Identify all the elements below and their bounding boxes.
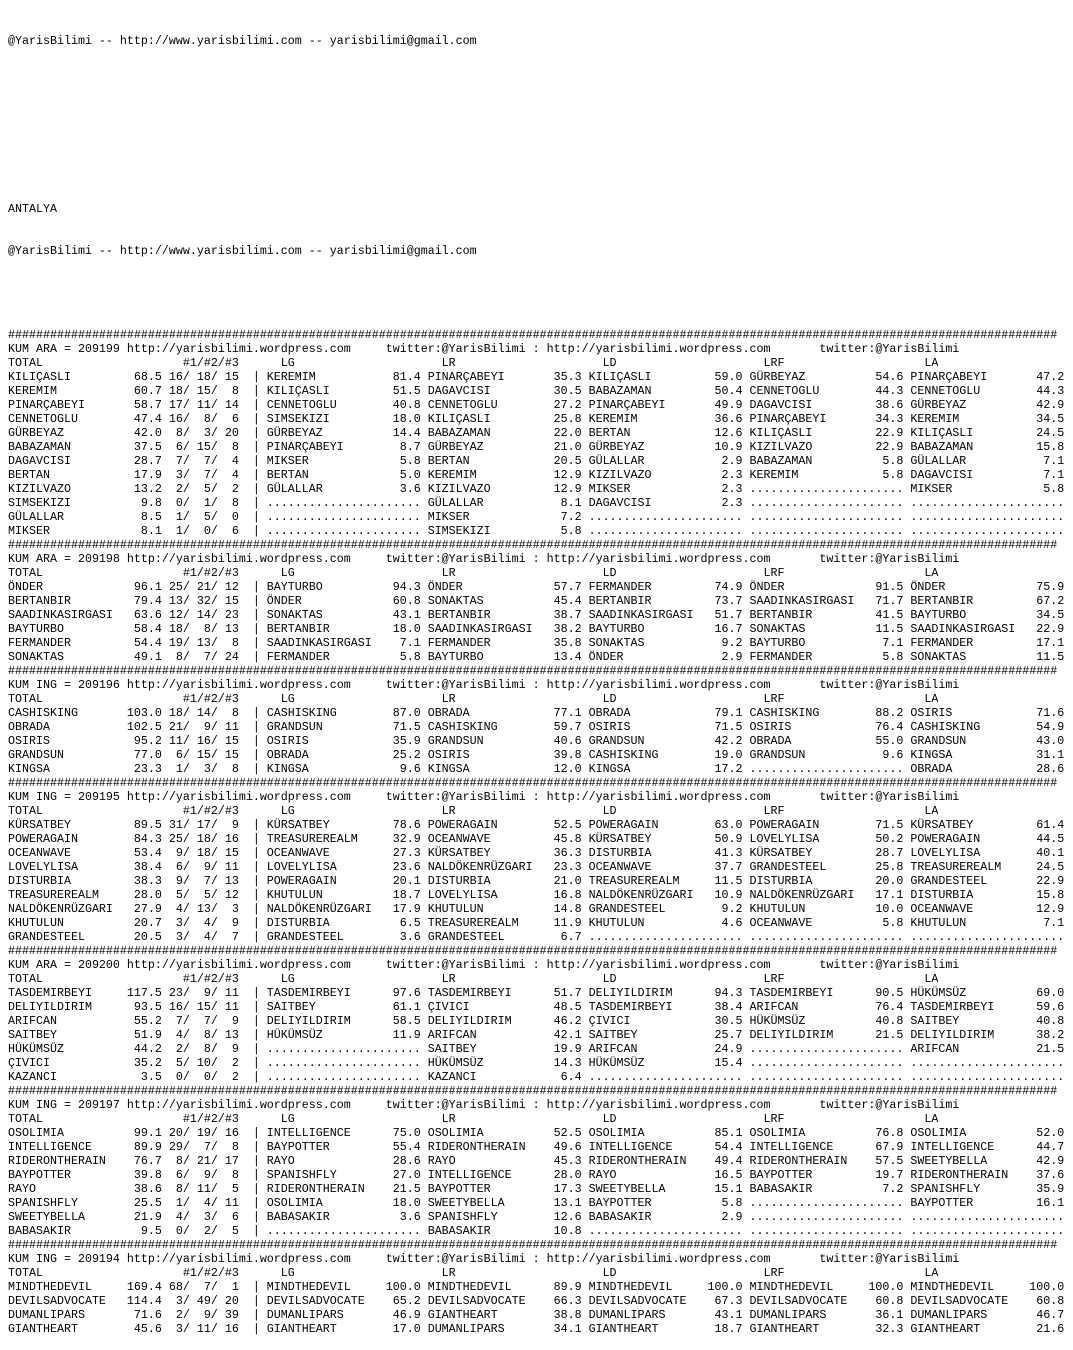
blank-line	[8, 76, 1064, 90]
race-title: KUM ING = 209197 http://yarisbilimi.wordpress.com twitter:@YarisBilimi : http://yarisbilimi.wordpress.com twitter:@YarisBilimi	[8, 1098, 960, 1112]
table-row: DISTURBIA 38.3 9/ 7/ 13 | POWERAGAIN 20.1 DISTURBIA 21.0 TREASUREREALM 11.5 DISTURBIA 20.0 GRANDESTEEL 22.9	[8, 874, 1065, 888]
separator-line: ######################################################################################################################################################	[8, 776, 1058, 790]
column-header-row: TOTAL #1/#2/#3 LG LR LD LRF LA	[8, 356, 939, 370]
credit-line: @YarisBilimi -- http://www.yarisbilimi.com -- yarisbilimi@gmail.com	[8, 34, 477, 48]
table-row: ÖNDER 96.1 25/ 21/ 12 | BAYTURBO 94.3 ÖNDER 57.7 FERMANDER 74.9 ÖNDER 91.5 ÖNDER 75.9	[8, 580, 1065, 594]
race-title: KUM ARA = 209200 http://yarisbilimi.wordpress.com twitter:@YarisBilimi : http://yarisbilimi.wordpress.com twitter:@YarisBilimi	[8, 958, 960, 972]
table-row: ÇIVICI 35.2 5/ 10/ 2 | ...................... HÜKÜMSÜZ 14.3 HÜKÜMSÜZ 15.4 ...................... ......................	[8, 1056, 1065, 1070]
credit-line: @YarisBilimi -- http://www.yarisbilimi.com -- yarisbilimi@gmail.com	[8, 244, 477, 258]
race-title: KUM ARA = 209198 http://yarisbilimi.wordpress.com twitter:@YarisBilimi : http://yarisbilimi.wordpress.com twitter:@YarisBilimi	[8, 552, 960, 566]
table-row: KAZANCI 3.5 0/ 0/ 2 | ...................... KAZANCI 6.4 ...................... ...................... ......................	[8, 1070, 1065, 1084]
table-row: RIDERONTHERAIN 76.7 8/ 21/ 17 | RAYO 28.6 RAYO 45.3 RIDERONTHERAIN 49.4 RIDERONTHERAIN 57.5 SWEETYBELLA 42.9	[8, 1154, 1065, 1168]
table-row: DUMANLIPARS 71.6 2/ 9/ 39 | DUMANLIPARS 46.9 GIANTHEART 38.8 DUMANLIPARS 43.1 DUMANLIPARS 36.1 DUMANLIPARS 46.7	[8, 1308, 1065, 1322]
race-title: KUM ARA = 209199 http://yarisbilimi.wordpress.com twitter:@YarisBilimi : http://yarisbilimi.wordpress.com twitter:@YarisBilimi	[8, 342, 960, 356]
table-row: POWERAGAIN 84.3 25/ 18/ 16 | TREASUREREALM 32.9 OCEANWAVE 45.8 KÜRSATBEY 50.9 LOVELYLISA 50.2 POWERAGAIN 44.5	[8, 832, 1065, 846]
column-header-row: TOTAL #1/#2/#3 LG LR LD LRF LA	[8, 1266, 939, 1280]
table-row: SPANISHFLY 25.5 1/ 4/ 11 | OSOLIMIA 18.0 SWEETYBELLA 13.1 BAYPOTTER 5.8 ...................... BAYPOTTER 16.1	[8, 1196, 1065, 1210]
column-header-row: TOTAL #1/#2/#3 LG LR LD LRF LA	[8, 1112, 939, 1126]
separator-line: ######################################################################################################################################################	[8, 1238, 1058, 1252]
blank-line	[8, 160, 1064, 174]
table-row: HÜKÜMSÜZ 44.2 2/ 8/ 9 | ...................... SAITBEY 19.9 ARIFCAN 24.9 ...................... ARIFCAN 21.5	[8, 1042, 1065, 1056]
table-row: OSOLIMIA 99.1 20/ 19/ 16 | INTELLIGENCE 75.0 OSOLIMIA 52.5 OSOLIMIA 85.1 OSOLIMIA 76.8 OSOLIMIA 52.0	[8, 1126, 1065, 1140]
table-row: CENNETOGLU 47.4 16/ 8/ 6 | SIMSEKIZI 18.0 KILIÇASLI 25.8 KEREMIM 36.6 PINARÇABEYI 34.3 KEREMIM 34.5	[8, 412, 1065, 426]
table-row: SAADINKASIRGASI 63.6 12/ 14/ 23 | SONAKTAS 43.1 BERTANBIR 38.7 SAADINKASIRGASI 51.7 BERTANBIR 41.5 BAYTURBO 34.5	[8, 608, 1065, 622]
separator-line: ######################################################################################################################################################	[8, 664, 1058, 678]
separator-line: ######################################################################################################################################################	[8, 1084, 1058, 1098]
table-row: BERTAN 17.9 3/ 7/ 4 | BERTAN 5.0 KEREMIM 12.9 KIZILVAZO 2.3 KEREMIM 5.8 DAGAVCISI 7.1	[8, 468, 1065, 482]
table-row: KÜRSATBEY 89.5 31/ 17/ 9 | KÜRSATBEY 78.6 POWERAGAIN 52.5 POWERAGAIN 63.0 POWERAGAIN 71.5 KÜRSATBEY 61.4	[8, 818, 1065, 832]
race-title: KUM ING = 209196 http://yarisbilimi.wordpress.com twitter:@YarisBilimi : http://yarisbilimi.wordpress.com twitter:@YarisBilimi	[8, 678, 960, 692]
table-row: INTELLIGENCE 89.9 29/ 7/ 8 | BAYPOTTER 55.4 RIDERONTHERAIN 49.6 INTELLIGENCE 54.4 INTELLIGENCE 67.9 INTELLIGENCE 44.7	[8, 1140, 1065, 1154]
column-header-row: TOTAL #1/#2/#3 LG LR LD LRF LA	[8, 692, 939, 706]
separator-line: ######################################################################################################################################################	[8, 944, 1058, 958]
table-row: SAITBEY 51.9 4/ 8/ 13 | HÜKÜMSÜZ 11.9 ARIFCAN 42.1 SAITBEY 25.7 DELIYILDIRIM 21.5 DELIYILDIRIM 38.2	[8, 1028, 1065, 1042]
table-row: KEREMIM 60.7 18/ 15/ 8 | KILIÇASLI 51.5 DAGAVCISI 30.5 BABAZAMAN 50.4 CENNETOGLU 44.3 CENNETOGLU 44.3	[8, 384, 1065, 398]
table-row: CASHISKING 103.0 18/ 14/ 8 | CASHISKING 87.0 OBRADA 77.1 OBRADA 79.1 CASHISKING 88.2 OSIRIS 71.6	[8, 706, 1065, 720]
table-row: KIZILVAZO 13.2 2/ 5/ 2 | GÜLALLAR 3.6 KIZILVAZO 12.9 MIKSER 2.3 ...................... MIKSER 5.8	[8, 482, 1065, 496]
table-row: RAYO 38.6 8/ 11/ 5 | RIDERONTHERAIN 21.5 BAYPOTTER 17.3 SWEETYBELLA 15.1 BABASAKIR 7.2 SPANISHFLY 35.9	[8, 1182, 1065, 1196]
table-row: DELIYILDIRIM 93.5 16/ 15/ 11 | SAITBEY 61.1 ÇIVICI 48.5 TASDEMIRBEYI 38.4 ARIFCAN 76.4 TASDEMIRBEYI 59.6	[8, 1000, 1065, 1014]
table-row: TREASUREREALM 28.0 5/ 5/ 12 | KHUTULUN 18.7 LOVELYLISA 16.8 NALDÖKENRÜZGARI 10.9 NALDÖKENRÜZGARI 17.1 DISTURBIA 15.8	[8, 888, 1065, 902]
table-row: BERTANBIR 79.4 13/ 32/ 15 | ÖNDER 60.8 SONAKTAS 45.4 BERTANBIR 73.7 SAADINKASIRGASI 71.7 BERTANBIR 67.2	[8, 594, 1065, 608]
table-row: GRANDESTEEL 20.5 3/ 4/ 7 | GRANDESTEEL 3.6 GRANDESTEEL 6.7 ...................... ...................... ......................	[8, 930, 1065, 944]
table-row: BAYPOTTER 39.8 6/ 9/ 8 | SPANISHFLY 27.0 INTELLIGENCE 28.0 RAYO 16.5 BAYPOTTER 19.7 RIDERONTHERAIN 37.6	[8, 1168, 1065, 1182]
table-row: OCEANWAVE 53.4 9/ 18/ 15 | OCEANWAVE 27.3 KÜRSATBEY 36.3 DISTURBIA 41.3 KÜRSATBEY 28.7 LOVELYLISA 40.1	[8, 846, 1065, 860]
table-row: NALDÖKENRÜZGARI 27.9 4/ 13/ 3 | NALDÖKENRÜZGARI 17.9 KHUTULUN 14.8 GRANDESTEEL 9.2 KHUTULUN 10.0 OCEANWAVE 12.9	[8, 902, 1065, 916]
table-row: BAYTURBO 58.4 18/ 8/ 13 | BERTANBIR 18.0 SAADINKASIRGASI 38.2 BAYTURBO 16.7 SONAKTAS 11.5 SAADINKASIRGASI 22.9	[8, 622, 1065, 636]
table-row: MIKSER 8.1 1/ 0/ 6 | ...................... SIMSEKIZI 5.8 ...................... ...................... ......................	[8, 524, 1065, 538]
table-row: KHUTULUN 20.7 3/ 4/ 9 | DISTURBIA 6.5 TREASUREREALM 11.9 KHUTULUN 4.6 OCEANWAVE 5.8 KHUTULUN 7.1	[8, 916, 1065, 930]
table-row: GIANTHEART 45.6 3/ 11/ 16 | GIANTHEART 17.0 DUMANLIPARS 34.1 GIANTHEART 18.7 GIANTHEART 32.3 GIANTHEART 21.6	[8, 1322, 1065, 1336]
table-row: DEVILSADVOCATE 114.4 3/ 49/ 20 | DEVILSADVOCATE 65.2 DEVILSADVOCATE 66.3 DEVILSADVOCATE 67.3 DEVILSADVOCATE 60.8 DEVILSADVOCATE 60.8	[8, 1294, 1065, 1308]
table-row: OSIRIS 95.2 11/ 16/ 15 | OSIRIS 35.9 GRANDSUN 40.6 GRANDSUN 42.2 OBRADA 55.0 GRANDSUN 43.0	[8, 734, 1065, 748]
table-row: PINARÇABEYI 58.7 17/ 11/ 14 | CENNETOGLU 40.8 CENNETOGLU 27.2 PINARÇABEYI 49.9 DAGAVCISI 38.6 GÜRBEYAZ 42.9	[8, 398, 1065, 412]
table-row: FERMANDER 54.4 19/ 13/ 8 | SAADINKASIRGASI 7.1 FERMANDER 35.8 SONAKTAS 9.2 BAYTURBO 7.1 FERMANDER 17.1	[8, 636, 1065, 650]
table-row: KINGSA 23.3 1/ 3/ 8 | KINGSA 9.6 KINGSA 12.0 KINGSA 17.2 ...................... OBRADA 28.6	[8, 762, 1065, 776]
table-row: GÜLALLAR 8.5 1/ 5/ 0 | ...................... MIKSER 7.2 ...................... ...................... ......................	[8, 510, 1065, 524]
table-row: DAGAVCISI 28.7 7/ 7/ 4 | MIKSER 5.8 BERTAN 20.5 GÜLALLAR 2.9 BABAZAMAN 5.8 GÜLALLAR 7.1	[8, 454, 1065, 468]
separator-line: ######################################################################################################################################################	[8, 538, 1058, 552]
table-row: BABASAKIR 9.5 0/ 2/ 5 | ...................... BABASAKIR 10.8 ...................... ...................... ......................	[8, 1224, 1065, 1238]
blank-line	[8, 286, 1064, 300]
column-header-row: TOTAL #1/#2/#3 LG LR LD LRF LA	[8, 804, 939, 818]
table-row: GRANDSUN 77.0 6/ 15/ 15 | OBRADA 25.2 OSIRIS 39.8 CASHISKING 19.0 GRANDSUN 9.6 KINGSA 31.1	[8, 748, 1065, 762]
column-header-row: TOTAL #1/#2/#3 LG LR LD LRF LA	[8, 566, 939, 580]
table-row: BABAZAMAN 37.5 6/ 15/ 8 | PINARÇABEYI 8.7 GÜRBEYAZ 21.0 GÜRBEYAZ 10.9 KIZILVAZO 22.9 BABAZAMAN 15.8	[8, 440, 1065, 454]
table-row: OBRADA 102.5 21/ 9/ 11 | GRANDSUN 71.5 CASHISKING 59.7 OSIRIS 71.5 OSIRIS 76.4 CASHISKING 54.9	[8, 720, 1065, 734]
race-title: KUM ING = 209195 http://yarisbilimi.wordpress.com twitter:@YarisBilimi : http://yarisbilimi.wordpress.com twitter:@YarisBilimi	[8, 790, 960, 804]
column-header-row: TOTAL #1/#2/#3 LG LR LD LRF LA	[8, 972, 939, 986]
table-row: ARIFCAN 55.2 7/ 7/ 9 | DELIYILDIRIM 58.5 DELIYILDIRIM 46.2 ÇIVICI 30.5 HÜKÜMSÜZ 40.8 SAITBEY 40.8	[8, 1014, 1065, 1028]
race-title: KUM ING = 209194 http://yarisbilimi.wordpress.com twitter:@YarisBilimi : http://yarisbilimi.wordpress.com twitter:@YarisBilimi	[8, 1252, 960, 1266]
table-row: KILIÇASLI 68.5 16/ 18/ 15 | KEREMIM 81.4 PINARÇABEYI 35.3 KILIÇASLI 59.0 GÜRBEYAZ 54.6 PINARÇABEYI 47.2	[8, 370, 1065, 384]
report-text	[8, 6, 1064, 1350]
table-row: SIMSEKIZI 9.8 0/ 1/ 8 | ...................... GÜLALLAR 8.1 DAGAVCISI 2.3 ...................... ......................	[8, 496, 1065, 510]
blank-line	[8, 118, 1064, 132]
city-title: ANTALYA	[8, 202, 57, 216]
table-row: LOVELYLISA 38.4 6/ 9/ 11 | LOVELYLISA 23.6 NALDÖKENRÜZGARI 23.3 OCEANWAVE 37.7 GRANDESTEEL 25.8 TREASUREREALM 24.5	[8, 860, 1065, 874]
table-row: MINDTHEDEVIL 169.4 68/ 7/ 1 | MINDTHEDEVIL 100.0 MINDTHEDEVIL 89.9 MINDTHEDEVIL 100.0 MINDTHEDEVIL 100.0 MINDTHEDEVIL 100.0	[8, 1280, 1065, 1294]
table-row: SWEETYBELLA 21.9 4/ 3/ 6 | BABASAKIR 3.6 SPANISHFLY 12.6 BABASAKIR 2.9 ...................... ......................	[8, 1210, 1065, 1224]
table-row: TASDEMIRBEYI 117.5 23/ 9/ 11 | TASDEMIRBEYI 97.6 TASDEMIRBEYI 51.7 DELIYILDIRIM 94.3 TASDEMIRBEYI 90.5 HÜKÜMSÜZ 69.0	[8, 986, 1065, 1000]
table-row: SONAKTAS 49.1 8/ 7/ 24 | FERMANDER 5.8 BAYTURBO 13.4 ÖNDER 2.9 FERMANDER 5.8 SONAKTAS 11.5	[8, 650, 1065, 664]
separator-line: ######################################################################################################################################################	[8, 328, 1058, 342]
race-list	[8, 328, 1064, 1336]
table-row: GÜRBEYAZ 42.0 8/ 3/ 20 | GÜRBEYAZ 14.4 BABAZAMAN 22.0 BERTAN 12.6 KILIÇASLI 22.9 KILIÇASLI 24.5	[8, 426, 1065, 440]
